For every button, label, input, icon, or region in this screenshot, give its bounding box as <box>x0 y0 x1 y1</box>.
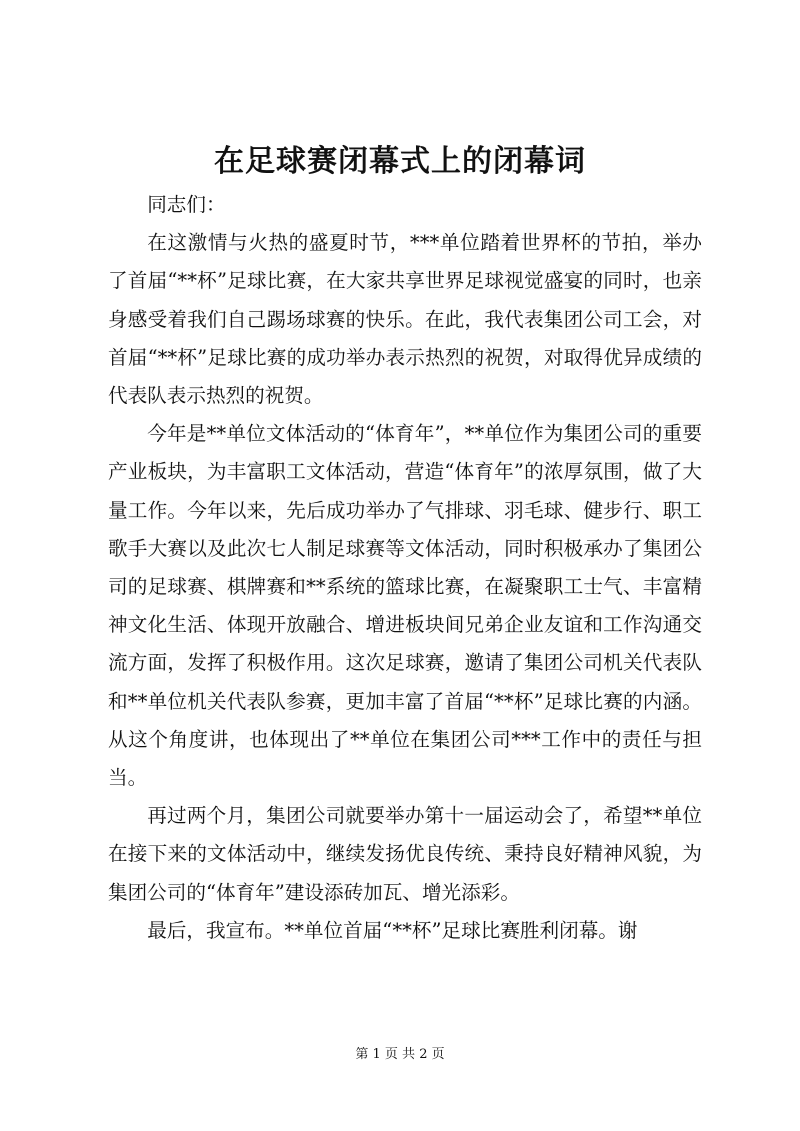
paragraph-3: 再过两个月，集团公司就要举办第十一届运动会了，希望**单位在接下来的文体活动中，继续发扬优良传统、秉持良好精神风貌，为集团公司的“体育年”建设添砖加瓦、增光添彩。 <box>108 804 702 904</box>
salutation: 同志们： <box>147 193 226 216</box>
page-footer: 第 1 页 共 2 页 <box>355 1047 445 1062</box>
paragraph-2: 今年是**单位文体活动的“体育年”，**单位作为集团公司的重要产业板块，为丰富职工文体活动，营造“体育年”的浓厚氛围，做了大量工作。今年以来，先后成功举办了气排球、羽毛球、健步行、职工歌手大赛以及此次七人制足球赛等文体活动，同时积极承办了集团公司的足球赛、棋牌赛和**系统的篮球比赛，在凝聚职工士气、丰富精神文化生活、体现开放融合、增进板块间兄弟企业友谊和工作沟通交流方面，发挥了积极作用。这次足球赛，邀请了集团公司机关代表队和**单位机关代表队参赛，更加丰富了首届“**杯”足球比赛的内涵。从这个角度讲，也体现出了**单位在集团公司***工作中的责任与担当。 <box>108 422 702 790</box>
paragraph-4: 最后，我宣布。**单位首届“**杯”足球比赛胜利闭幕。谢 <box>147 918 638 942</box>
document-body <box>108 186 702 950</box>
paragraph-1: 在这激情与火热的盛夏时节，***单位踏着世界杯的节拍，举办了首届“**杯”足球比赛，在大家共享世界足球视觉盛宴的同时，也亲身感受着我们自己踢场球赛的快乐。在此，我代表集团公司工会，对首届“**杯”足球比赛的成功举办表示热烈的祝贺，对取得优异成绩的代表队表示热烈的祝贺。 <box>108 231 702 408</box>
document-title: 在足球赛闭幕式上的闭幕词 <box>214 144 586 179</box>
